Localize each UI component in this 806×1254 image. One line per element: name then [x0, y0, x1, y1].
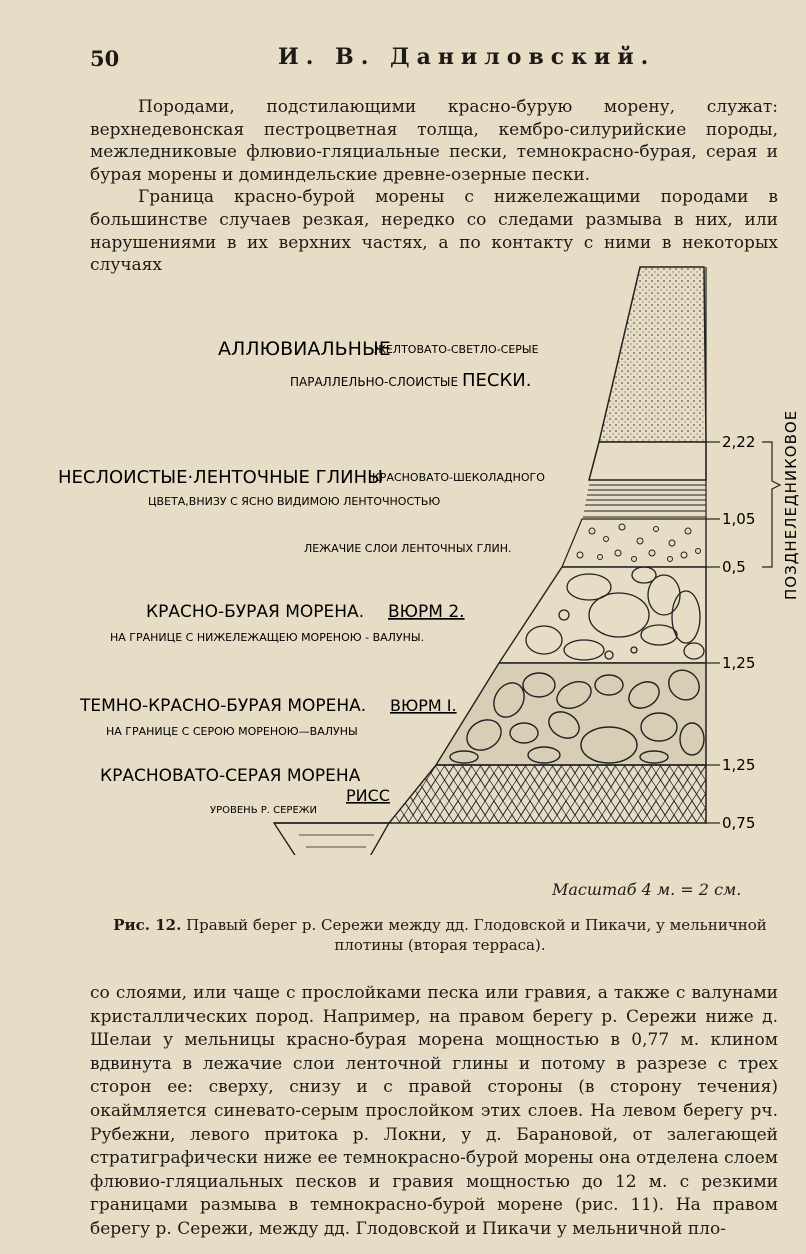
- thickness-mark: 1,05: [722, 510, 756, 528]
- thickness-mark: 1,25: [722, 654, 756, 672]
- reddish-grey-moraine-layer: [389, 765, 706, 823]
- label-grey-moraine: КРАСНОВАТО-СЕРАЯ МОРЕНА: [100, 766, 361, 786]
- caption-text: Правый берег р. Сережи между дд. Глодовской и Пикачи, у мельничной плотины (вторая терраса).: [186, 916, 767, 954]
- paragraph: Породами, подстилающими красно-бурую морену, служат: верхнедевонская пестроцветная толща, кембро-силурийские породы, межледниковые флювио-гляциальные пески, темнокрасно-бурая, серая и бурая морены и доминдельские древне-озерные пески.: [90, 97, 778, 185]
- thickness-mark: 1,25: [722, 756, 756, 774]
- thickness-mark: 0,75: [722, 814, 756, 832]
- label-alluvial-color: ЖЕЛТОВАТО-СВЕТЛО-СЕРЫЕ: [374, 343, 539, 356]
- side-label: ПОЗДНЕЛЕДНИКОВОЕ: [782, 409, 800, 600]
- thickness-mark: 0,5: [722, 558, 746, 576]
- label-lying-clays: ЛЕЖАЧИЕ СЛОИ ЛЕНТОЧНЫХ ГЛИН.: [304, 542, 512, 555]
- caption-label: Рис. 12.: [113, 916, 182, 934]
- label-grey-age: РИСС: [346, 786, 390, 805]
- label-red-brown-age: ВЮРМ 2.: [388, 602, 465, 622]
- alluvial-sand-layer: [599, 267, 706, 442]
- label-river-level: УРОВЕНЬ Р. СЕРЕЖИ: [210, 805, 318, 816]
- page-header: [88, 42, 778, 82]
- paragraph: со слоями, или чаще с прослойками песка или гравия, а также с валунами кристаллических пород. Например, на правом берегу р. Сережи ниже д. Шелаи у мельницы красно-бурая морена мощностью в 0,77 м. клином вдвинута в лежачие слои ленточной глины и потому в разрезе с трех сторон ее: сверху, снизу и с правой стороны (в сторону течения) окаймляется синевато-серым прослойком этих слоев. На левом берегу рч. Рубежни, левого притока р. Локни, у д. Барановой, от залегающей стратиграфически ниже ее темнокрасно-бурой морены она отделена слоем флювио-гляциальных песков и гравия мощностью до 12 м. с резкими границами размыва в темнокрасно-бурой морене (рис. 11). На правом берегу р. Сережи, между дд. Глодовской и Пикачи у мельничной пло-: [90, 983, 778, 1239]
- gravel-layer: [562, 519, 706, 567]
- ribbon-clay-layer: [589, 442, 706, 480]
- top-text: [90, 96, 778, 277]
- label-alluvial-sands: ПЕСКИ.: [462, 370, 532, 391]
- label-alluvial-type: ПАРАЛЛЕЛЬНО-СЛОИСТЫЕ: [290, 375, 459, 389]
- label-dark-moraine: ТЕМНО-КРАСНО-БУРАЯ МОРЕНА.: [80, 696, 367, 716]
- label-clays: НЕСЛОИСТЫЕ·ЛЕНТОЧНЫЕ ГЛИНЫ: [58, 467, 384, 488]
- river-channel: [274, 823, 389, 855]
- paragraph: Граница красно-бурой морены с нижележащими породами в большинстве случаев резкая, нередко со следами размыва в них, или нарушениями в их верхних частях, а по контакту с ними в некоторых случаях: [90, 187, 778, 276]
- page-number: 50: [90, 46, 120, 71]
- thickness-mark: 2,22: [722, 433, 756, 451]
- label-dark-age: ВЮРМ I.: [390, 696, 457, 715]
- label-dark-note: НА ГРАНИЦЕ С СЕРОЮ МОРЕНОЮ—ВАЛУНЫ: [106, 725, 358, 738]
- label-clays-note: ЦВЕТА,ВНИЗУ С ЯСНО ВИДИМОЮ ЛЕНТОЧНОСТЬЮ: [148, 495, 441, 508]
- figure-section-diagram: [44, 255, 806, 855]
- figure-caption: [110, 915, 770, 955]
- running-head: И. В. Даниловский.: [278, 44, 656, 70]
- scale-label: Масштаб 4 м. = 2 см.: [552, 880, 742, 899]
- bottom-text: [90, 982, 778, 1242]
- label-alluvial: АЛЛЮВИАЛЬНЫЕ: [218, 338, 391, 360]
- laminated-clay-layer: [583, 485, 706, 517]
- label-clays-color: КРАСНОВАТО-ШЕКОЛАДНОГО: [372, 471, 545, 484]
- label-red-brown-note: НА ГРАНИЦЕ С НИЖЕЛЕЖАЩЕЮ МОРЕНОЮ - ВАЛУНЫ.: [110, 631, 425, 644]
- label-red-brown-moraine: КРАСНО-БУРАЯ МОРЕНА.: [146, 602, 365, 622]
